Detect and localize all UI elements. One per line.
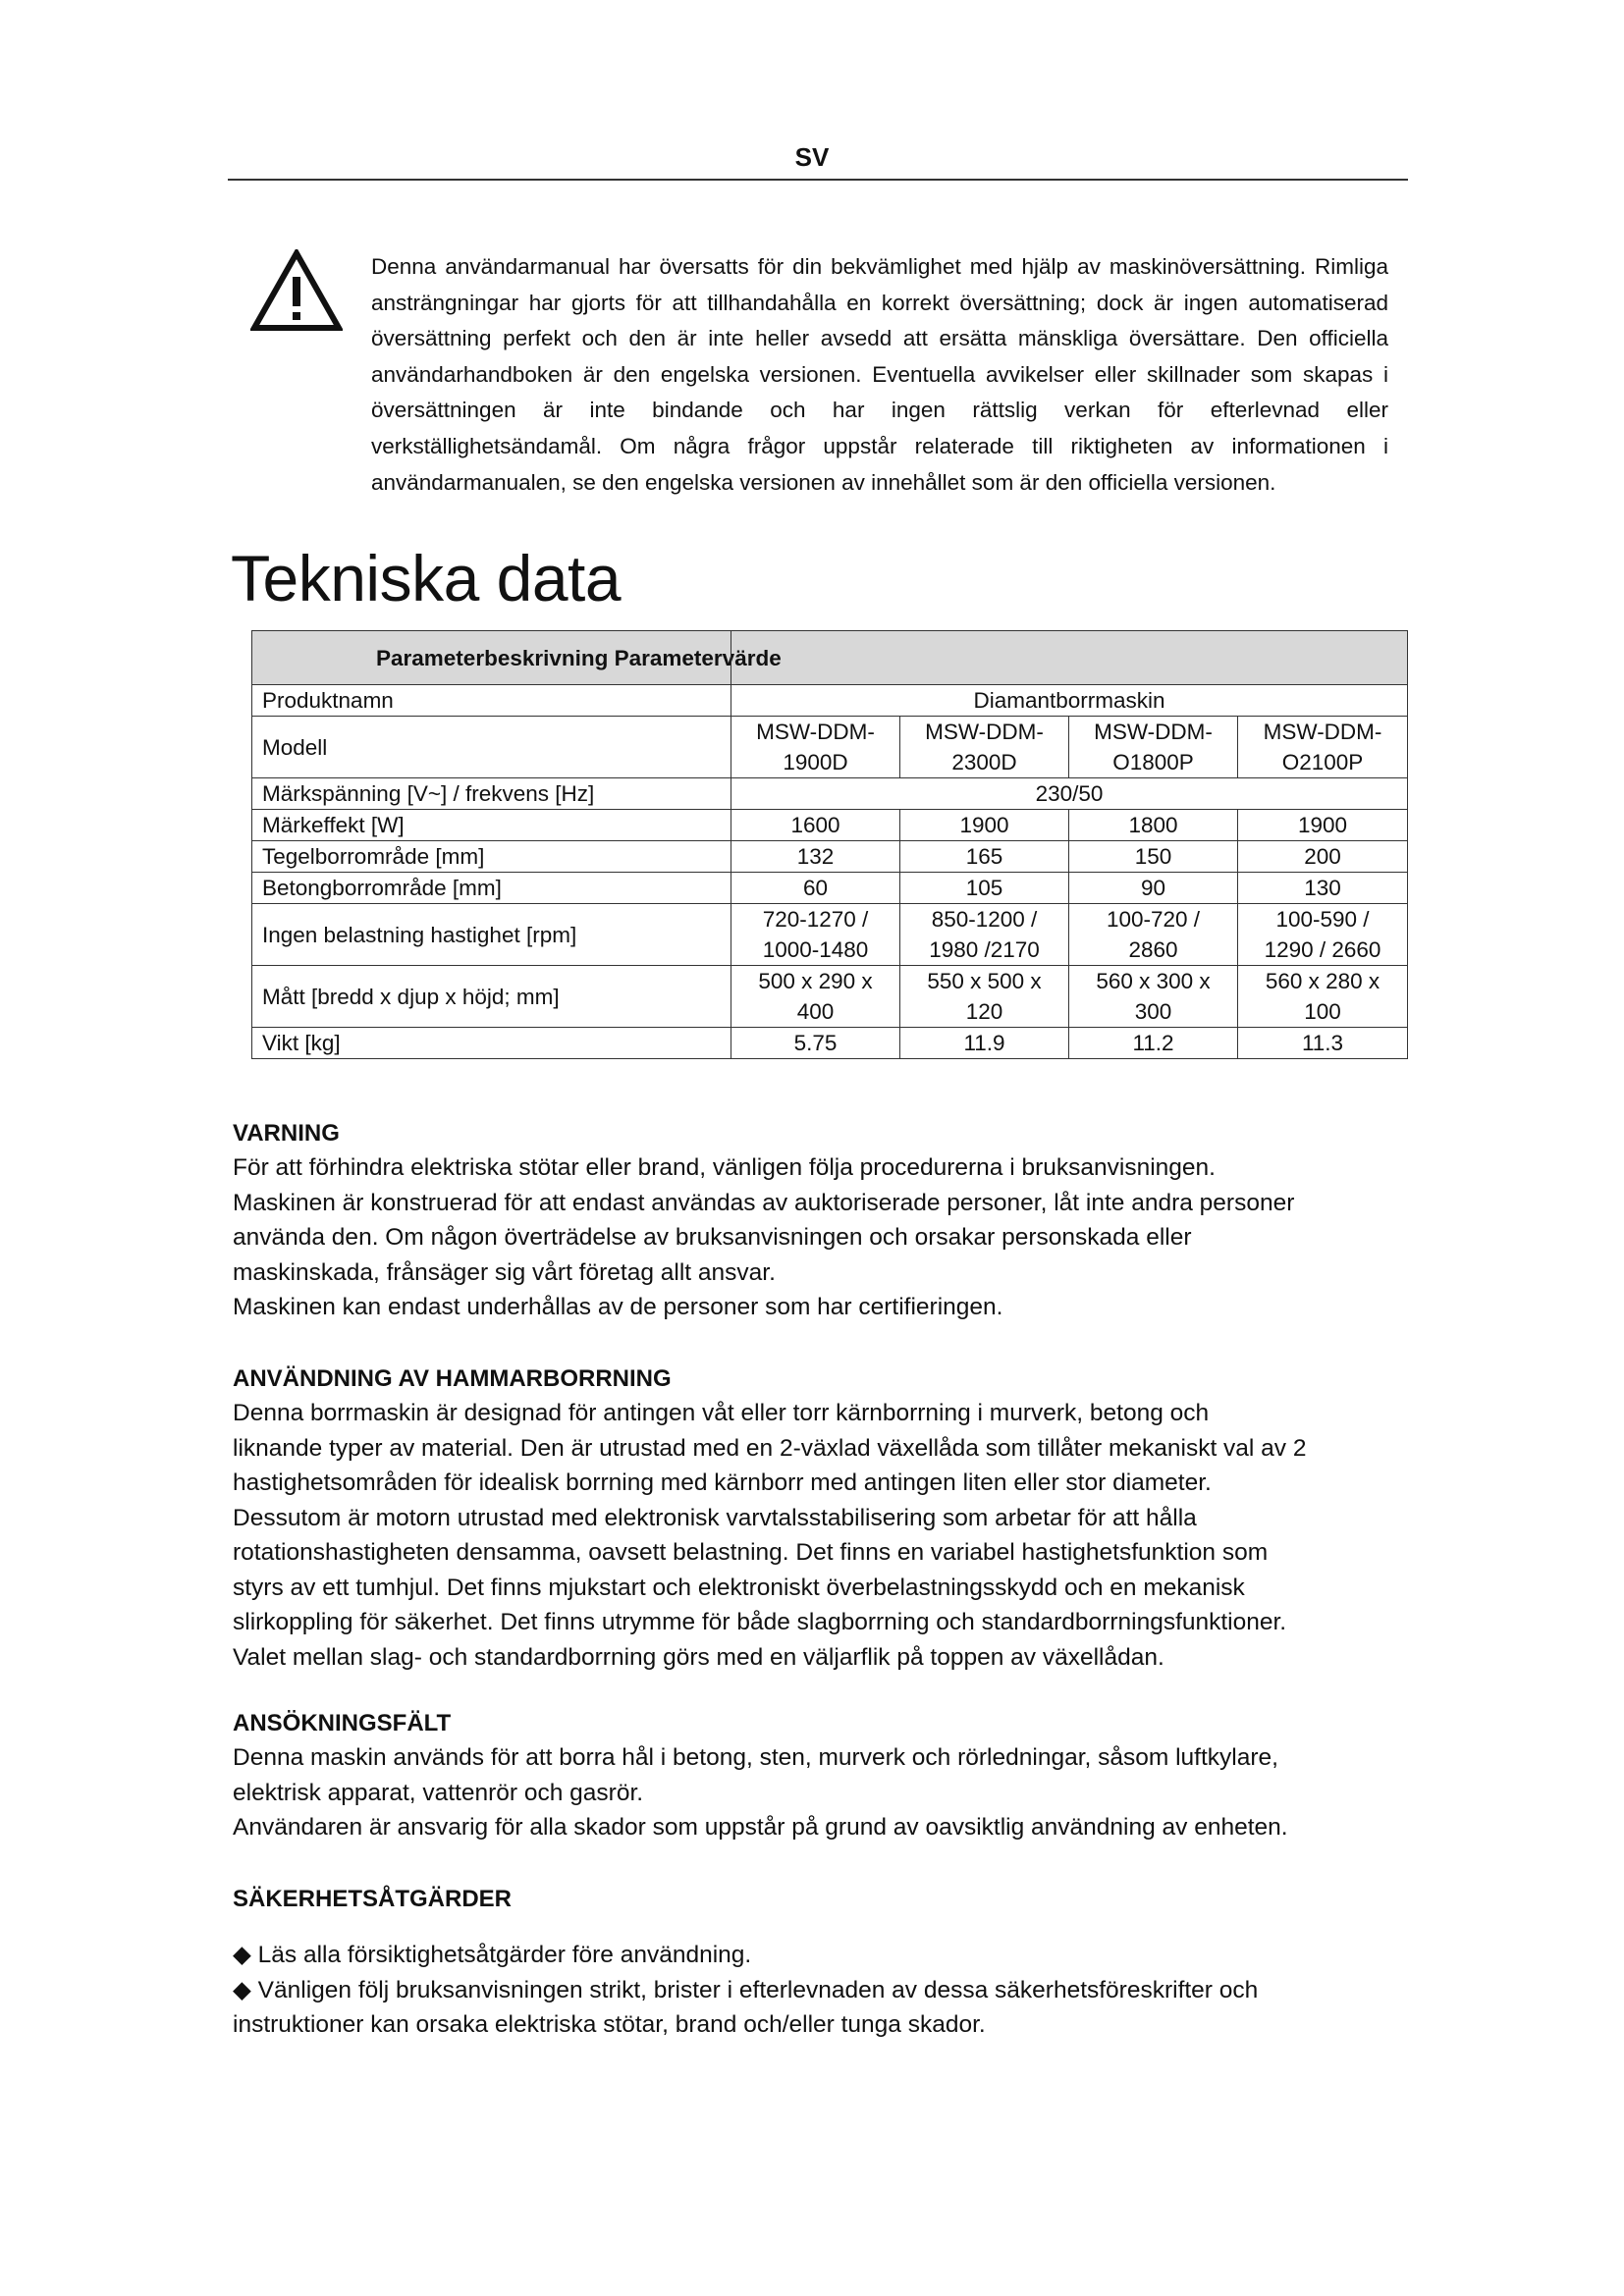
row-label: Produktnamn	[252, 685, 731, 717]
diamond-bullet-icon: ◆	[233, 1942, 251, 1968]
cell-line: O2100P	[1281, 750, 1364, 774]
cell-value: 11.2	[1069, 1028, 1238, 1059]
cell-line: 300	[1134, 999, 1172, 1024]
cell-line: 720-1270 /	[762, 907, 869, 932]
cell-value: 1600	[731, 810, 900, 841]
table-row	[252, 1028, 1408, 1059]
cell-value	[900, 904, 1069, 966]
table-row	[252, 717, 1408, 778]
spacer	[233, 1916, 1411, 1938]
cell-line: 560 x 280 x	[1265, 969, 1380, 993]
paragraph-line: Maskinen är konstruerad för att endast användas av auktoriserade personer, låt inte andra personer	[233, 1189, 1295, 1216]
cell-value	[1238, 904, 1408, 966]
cell-value	[1069, 966, 1238, 1028]
row-label: Vikt [kg]	[252, 1028, 731, 1059]
table-row	[252, 873, 1408, 904]
cell-value	[1238, 966, 1408, 1028]
section-heading: ANSÖKNINGSFÄLT	[233, 1710, 452, 1736]
cell-line: 400	[796, 999, 835, 1024]
cell-value: 1900	[1238, 810, 1408, 841]
paragraph-line: styrs av ett tumhjul. Det finns mjukstart och elektroniskt överbelastningsskydd och en mekanisk	[233, 1574, 1245, 1601]
cell-value	[1069, 717, 1238, 778]
cell-line: 1900D	[783, 750, 848, 774]
cell-value: 105	[900, 873, 1069, 904]
paragraph-line: Denna maskin används för att borra hål i betong, sten, murverk och rörledningar, såsom luftkylare,	[233, 1744, 1278, 1771]
paragraph-line: hastighetsområden för idealisk borrning med kärnborr med antingen liten eller stor diameter.	[233, 1469, 1212, 1496]
cell-value	[900, 717, 1069, 778]
row-label: Betongborrområde [mm]	[252, 873, 731, 904]
list-item-text: Läs alla försiktighetsåtgärder före användning.	[257, 1942, 752, 1968]
cell-line: 1290 / 2660	[1264, 937, 1381, 962]
paragraph-line: liknande typer av material. Den är utrustad med en 2-växlad växellåda som tillåter mekaniskt val av 2	[233, 1434, 1307, 1462]
cell-value: 1900	[900, 810, 1069, 841]
cell-line: MSW-DDM-	[1263, 720, 1382, 744]
page-title: Tekniska data	[231, 542, 622, 614]
diamond-bullet-icon: ◆	[233, 1976, 251, 2003]
cell-value	[731, 717, 900, 778]
cell-value: 90	[1069, 873, 1238, 904]
row-label: Märkeffekt [W]	[252, 810, 731, 841]
row-label: Ingen belastning hastighet [rpm]	[252, 904, 731, 966]
cell-line: O1800P	[1112, 750, 1194, 774]
section-heading: SÄKERHETSÅTGÄRDER	[233, 1886, 513, 1912]
section-heading: VARNING	[233, 1120, 340, 1147]
usage-section	[233, 1362, 1411, 1675]
cell-value	[1069, 904, 1238, 966]
table-row	[252, 966, 1408, 1028]
cell-line: 100	[1304, 999, 1341, 1024]
row-label: Tegelborrområde [mm]	[252, 841, 731, 873]
cell-value: 130	[1238, 873, 1408, 904]
header-divider	[228, 179, 1408, 181]
warning-triangle-icon	[250, 249, 343, 332]
paragraph-line: Dessutom är motorn utrustad med elektronisk varvtalsstabilisering som arbetar för att hålla	[233, 1504, 1197, 1531]
warning-section	[233, 1116, 1411, 1325]
section-heading: ANVÄNDNING AV HAMMARBORRNING	[233, 1365, 672, 1392]
cell-line: 1000-1480	[762, 937, 869, 962]
cell-line: 100-590 /	[1275, 907, 1370, 932]
cell-line: 100-720 /	[1106, 907, 1201, 932]
paragraph-line: använda den. Om någon överträdelse av bruksanvisningen och orsakar personskada eller	[233, 1224, 1192, 1251]
table-row	[252, 841, 1408, 873]
cell-value: 11.9	[900, 1028, 1069, 1059]
cell-value: 60	[731, 873, 900, 904]
paragraph-line: instruktioner kan orsaka elektriska stötar, brand och/eller tunga skador.	[233, 2011, 986, 2038]
cell-line: 500 x 290 x	[758, 969, 873, 993]
cell-line: 850-1200 /	[931, 907, 1038, 932]
cell-value: 11.3	[1238, 1028, 1408, 1059]
paragraph-line: Användaren är ansvarig för alla skador som uppstår på grund av oavsiktlig användning av enheten.	[233, 1814, 1288, 1841]
table-row	[252, 810, 1408, 841]
page-language-code: SV	[794, 142, 830, 172]
paragraph-line: Maskinen kan endast underhållas av de personer som har certifieringen.	[233, 1294, 1003, 1320]
technical-data-table	[251, 630, 1408, 1059]
cell-line: MSW-DDM-	[925, 720, 1044, 744]
cell-line: 550 x 500 x	[927, 969, 1042, 993]
table-header-row	[252, 631, 1408, 685]
cell-line: 2300D	[951, 750, 1017, 774]
cell-value: 230/50	[731, 778, 1408, 810]
cell-value	[731, 904, 900, 966]
cell-value: Diamantborrmaskin	[731, 685, 1408, 717]
table-row	[252, 778, 1408, 810]
application-section	[233, 1706, 1411, 1845]
cell-line: MSW-DDM-	[1094, 720, 1213, 744]
cell-value: 165	[900, 841, 1069, 873]
cell-value: 150	[1069, 841, 1238, 873]
table-row	[252, 685, 1408, 717]
paragraph-line: Denna borrmaskin är designad för antingen våt eller torr kärnborrning i murverk, betong och	[233, 1400, 1210, 1426]
paragraph-line: slirkoppling för säkerhet. Det finns utrymme för både slagborrning och standardborrningsfunktioner.	[233, 1609, 1287, 1635]
cell-line: 2860	[1128, 937, 1178, 962]
cell-value	[900, 966, 1069, 1028]
row-label: Mått [bredd x djup x höjd; mm]	[252, 966, 731, 1028]
row-label: Märkspänning [V~] / frekvens [Hz]	[252, 778, 731, 810]
table-header: Parameterbeskrivning Parametervärde	[252, 631, 1408, 685]
paragraph-line: rotationshastigheten densamma, oavsett belastning. Det finns en variabel hastighetsfunktion som	[233, 1539, 1269, 1566]
cell-line: 120	[965, 999, 1003, 1024]
cell-line: 560 x 300 x	[1096, 969, 1211, 993]
paragraph-line: maskinskada, frånsäger sig vårt företag allt ansvar.	[233, 1258, 776, 1286]
row-label: Modell	[252, 717, 731, 778]
cell-value	[731, 966, 900, 1028]
cell-value: 132	[731, 841, 900, 873]
list-item	[233, 1973, 1411, 2008]
paragraph-line: För att förhindra elektriska stötar eller brand, vänligen följa procedurerna i bruksanvisningen.	[233, 1154, 1216, 1181]
list-item	[233, 1938, 1411, 1973]
list-item-text: Vänligen följ bruksanvisningen strikt, brister i efterlevnaden av dessa säkerhetsföreskrifter och	[257, 1976, 1259, 2003]
paragraph-line: Valet mellan slag- och standardborrning görs med en väljarflik på toppen av växellådan.	[233, 1643, 1164, 1671]
table-row	[252, 904, 1408, 966]
cell-line: MSW-DDM-	[756, 720, 875, 744]
paragraph-line: elektrisk apparat, vattenrör och gasrör.	[233, 1779, 644, 1806]
cell-value: 5.75	[731, 1028, 900, 1059]
translation-disclaimer: Denna användarmanual har översatts för din bekvämlighet med hjälp av maskinöversättning. Rimliga ansträngningar har gjorts för att tillhandahålla en korrekt översättning; dock är ingen automatiserad översättning perfekt och den är inte heller avsedd att ersätta mänskliga översättare. Den officiella användarhandboken är den engelska versionen. Eventuella avvikelser eller skillnader som skapas i översättningen är inte bindande och har ingen rättslig verkan för efterlevnad eller verkställighetsändamål. Om några frågor uppstår relaterade till riktigheten av informationen i användarmanualen, se den engelska versionen av innehållet som är den officiella versionen.	[371, 254, 1388, 495]
cell-value: 1800	[1069, 810, 1238, 841]
cell-value: 200	[1238, 841, 1408, 873]
cell-line: 1980 /2170	[929, 937, 1040, 962]
safety-section	[233, 1882, 1411, 2043]
cell-value	[1238, 717, 1408, 778]
